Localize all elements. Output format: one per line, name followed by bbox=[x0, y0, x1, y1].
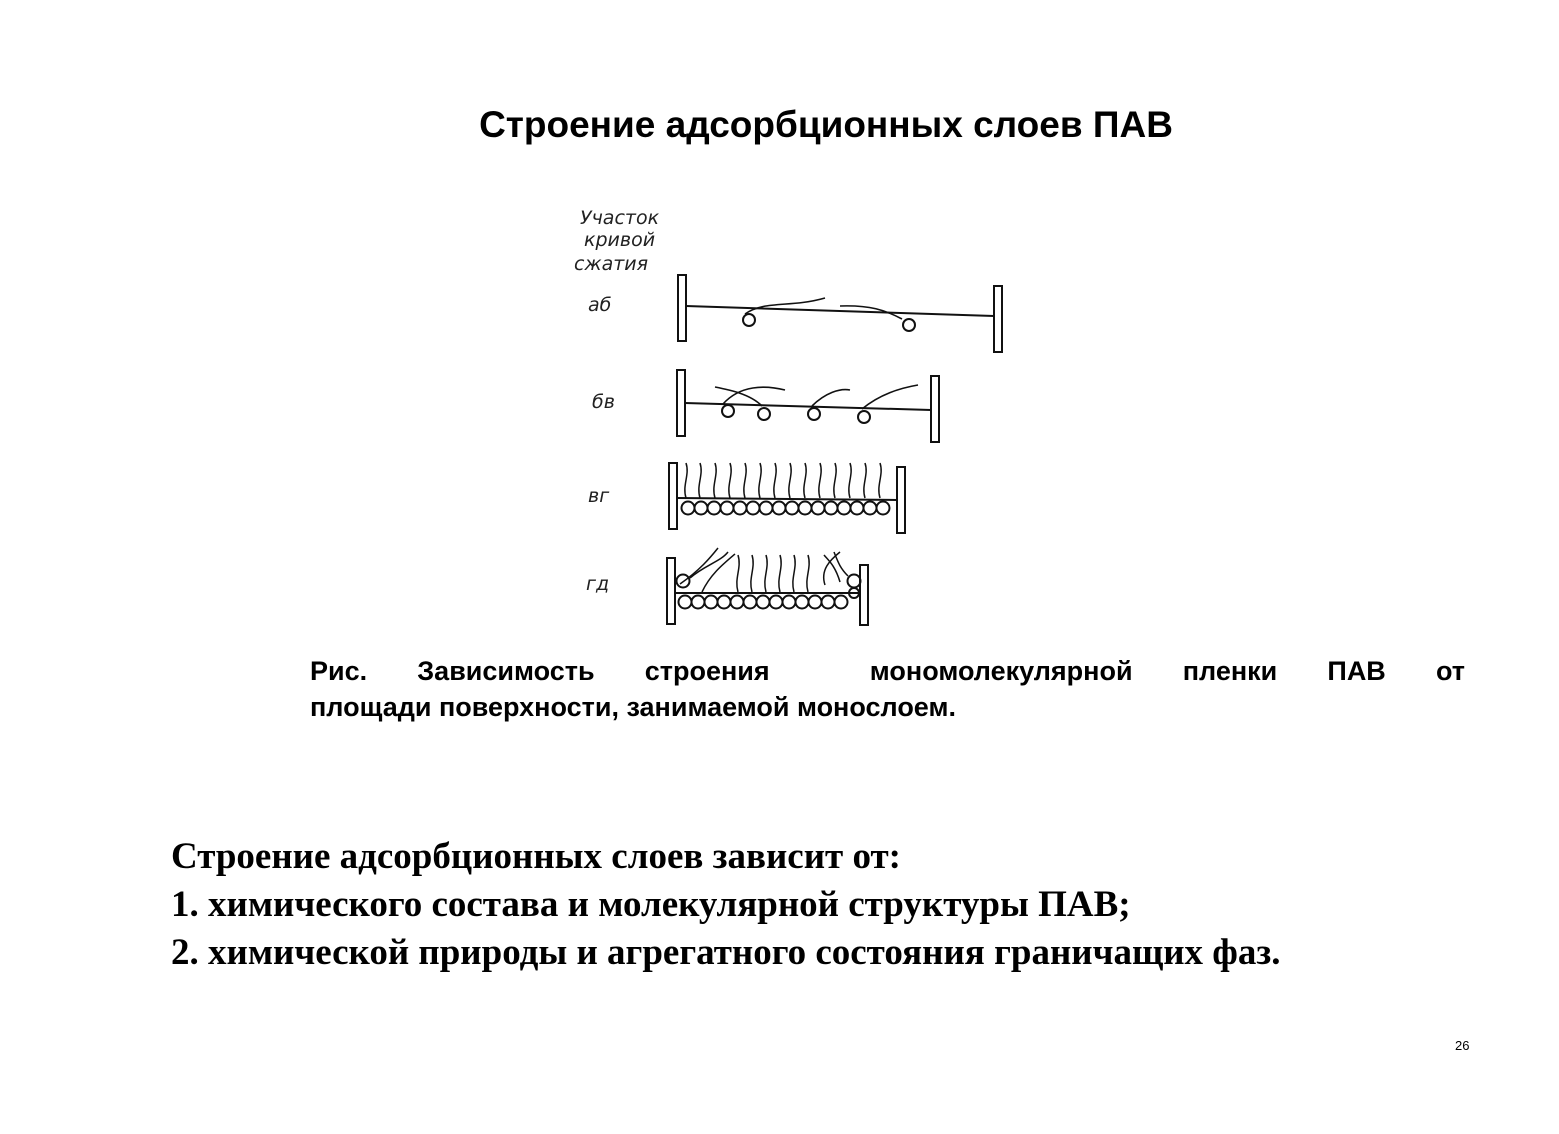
row-label-ab: аб bbox=[588, 294, 612, 316]
body-text bbox=[171, 833, 1280, 977]
caption-word: мономолекулярной bbox=[869, 656, 1133, 686]
barrier-right bbox=[931, 376, 939, 442]
page-number: 26 bbox=[1455, 1038, 1470, 1053]
row-gd-film bbox=[667, 548, 868, 625]
figure-header-line-3: сжатия bbox=[574, 253, 649, 275]
figure-header-line-2: кривой bbox=[584, 229, 656, 251]
caption-word: пленки bbox=[1182, 656, 1278, 686]
figure-caption bbox=[310, 653, 1465, 725]
caption-word: строения bbox=[644, 656, 770, 686]
row-label-bv: бв bbox=[592, 391, 615, 413]
caption-word: от bbox=[1435, 656, 1465, 686]
row-bv-film bbox=[677, 370, 939, 442]
barrier-left bbox=[669, 463, 677, 529]
caption-line-2: площади поверхности, занимаемой монослоем. bbox=[310, 692, 956, 722]
slide-title: Строение адсорбционных слоев ПАВ bbox=[479, 104, 1173, 145]
body-list-item: 2. химической природы и агрегатного состояния граничащих фаз. bbox=[171, 932, 1281, 973]
body-list-item: 1. химического состава и молекулярной структуры ПАВ; bbox=[171, 884, 1131, 925]
row-ab-film bbox=[678, 275, 1002, 352]
barrier-right bbox=[860, 565, 868, 625]
barrier-left bbox=[667, 558, 675, 624]
row-label-gd: гд bbox=[586, 573, 610, 595]
barrier-left bbox=[678, 275, 686, 341]
body-intro: Строение адсорбционных слоев зависит от: bbox=[171, 836, 901, 877]
row-vg-film bbox=[669, 463, 905, 533]
barrier-right bbox=[994, 286, 1002, 352]
barrier-left bbox=[677, 370, 685, 436]
caption-word: Зависимость bbox=[417, 656, 595, 686]
figure-header-line-1: Участок bbox=[580, 207, 660, 229]
caption-word: Рис. bbox=[310, 656, 368, 686]
barrier-right bbox=[897, 467, 905, 533]
row-label-vg: вг bbox=[588, 485, 610, 507]
caption-line-1 bbox=[310, 653, 1465, 689]
monolayer-diagram bbox=[540, 180, 1040, 640]
caption-word: ПАВ bbox=[1327, 656, 1386, 686]
